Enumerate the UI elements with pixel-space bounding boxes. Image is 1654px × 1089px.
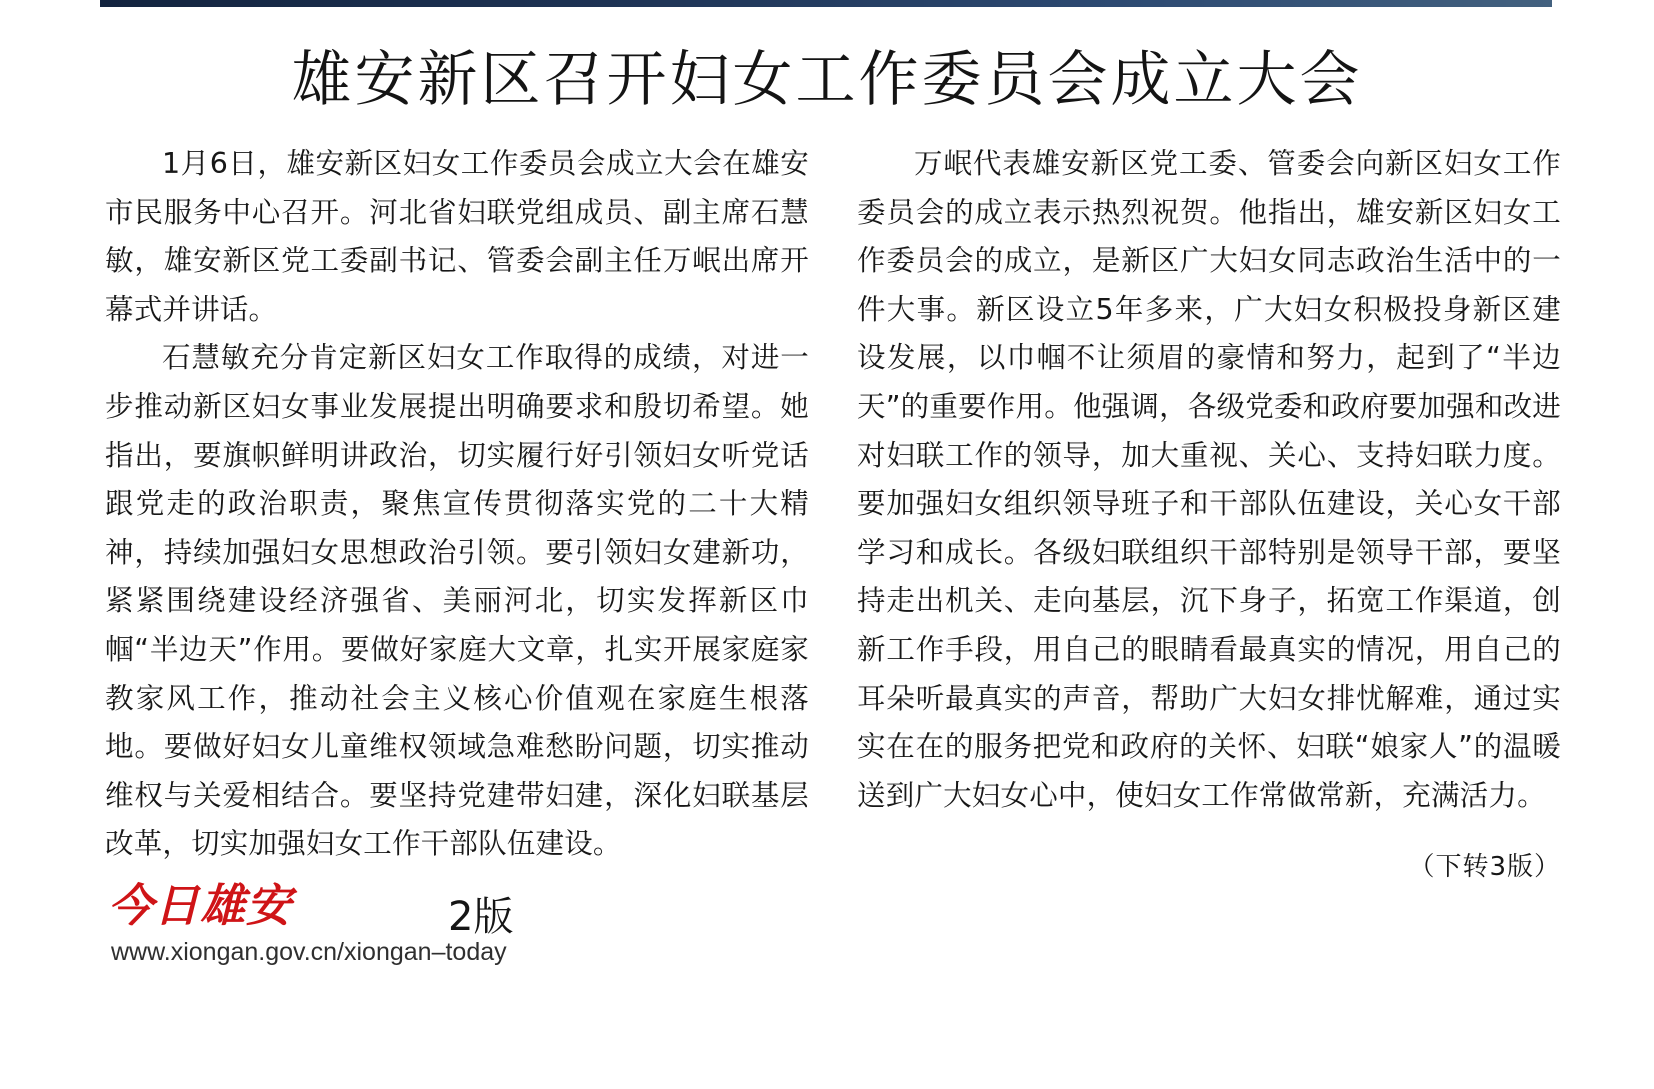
footer xyxy=(108,881,1008,971)
page-number: 2版 xyxy=(448,894,514,940)
paragraph: 1月6日，雄安新区妇女工作委员会成立大会在雄安市民服务中心召开。河北省妇联党组成员、副主席石慧敏，雄安新区党工委副书记、管委会副主任万岷出席开幕式并讲话。 xyxy=(105,147,809,326)
top-rule-divider xyxy=(100,0,1552,7)
website-url[interactable]: www.xiongan.gov.cn/xiongan–today xyxy=(111,938,507,966)
paragraph: 石慧敏充分肯定新区妇女工作取得的成绩，对进一步推动新区妇女事业发展提出明确要求和殷切希望。她指出，要旗帜鲜明讲政治，切实履行好引领妇女听党话跟党走的政治职责，聚焦宣传贯彻落实党的二十大精神，持续加强妇女思想政治引领。要引领妇女建新功，紧紧围绕建设经济强省、美丽河北，切实发挥新区巾帼“半边天”作用。要做好家庭大文章，扎实开展家庭家教家风工作，推动社会主义核心价值观在家庭生根落地。要做好妇女儿童维权领域急难愁盼问题，切实推动维权与关爱相结合。要坚持党建带妇建，深化妇联基层改革，切实加强妇女工作干部队伍建设。 xyxy=(105,341,809,861)
article-column-left xyxy=(105,140,809,883)
paragraph: 万岷代表雄安新区党工委、管委会向新区妇女工作委员会的成立表示热烈祝贺。他指出，雄安新区妇女工作委员会的成立，是新区广大妇女同志政治生活中的一件大事。新区设立5年多来，广大妇女积极投身新区建设发展，以巾帼不让须眉的豪情和努力，起到了“半边天”的重要作用。他强调，各级党委和政府要加强和改进对妇联工作的领导，加大重视、关心、支持妇联力度。要加强妇女组织领导班子和干部队伍建设，关心女干部学习和成长。各级妇联组织干部特别是领导干部，要坚持走出机关、走向基层，沉下身子，拓宽工作渠道，创新工作手段，用自己的眼睛看最真实的情况，用自己的耳朵听最真实的声音，帮助广大妇女排忧解难，通过实实在在的服务把党和政府的关怀、妇联“娘家人”的温暖送到广大妇女心中，使妇女工作常做常新，充满活力。 xyxy=(857,147,1561,812)
publication-logo: 今日雄安 xyxy=(108,879,293,932)
article-body xyxy=(105,140,1561,883)
article-column-right xyxy=(857,140,1561,883)
continued-on-note: （下转3版） xyxy=(1408,852,1561,883)
page-title: 雄安新区召开妇女工作委员会成立大会 xyxy=(291,45,1363,115)
